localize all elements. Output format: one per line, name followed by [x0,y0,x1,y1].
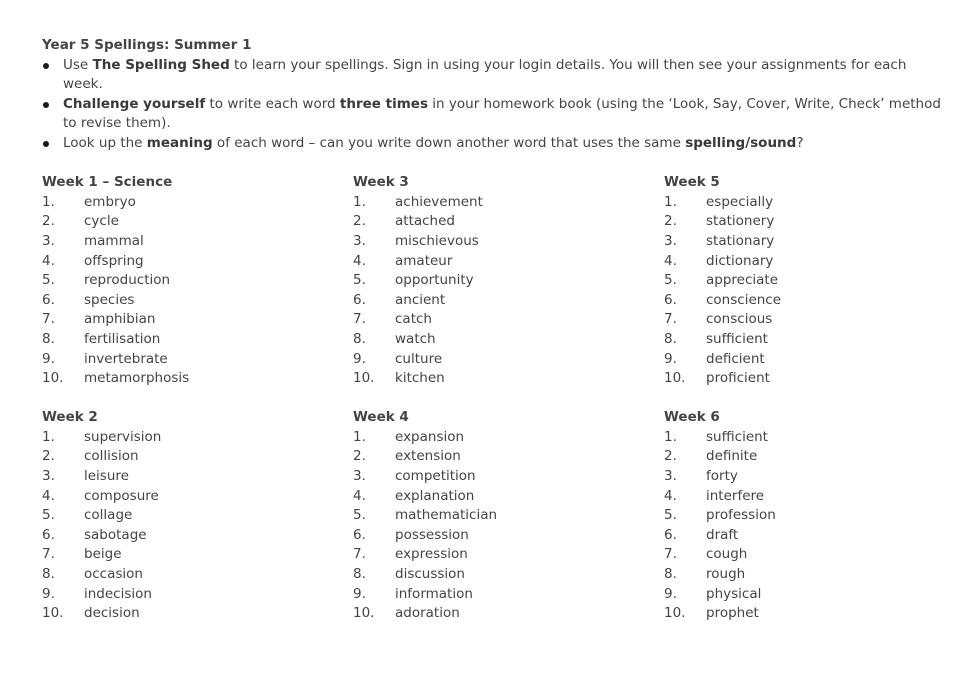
spelling-word: cycle [84,213,119,230]
word-number: 8. [664,566,677,583]
word-number: 3. [353,232,366,249]
word-list [664,193,942,389]
word-item [42,545,353,565]
spelling-word: leisure [84,468,129,485]
word-item [353,467,664,487]
word-number: 8. [353,330,366,347]
word-item [664,369,942,389]
word-number: 4. [353,487,366,504]
word-item [353,487,664,507]
word-number: 9. [664,585,677,602]
spelling-word: extension [395,448,461,465]
word-item [353,369,664,389]
word-number: 2. [353,448,366,465]
spelling-word: information [395,585,473,602]
word-item [42,447,353,467]
spelling-word: supervision [84,428,162,445]
spelling-word: sufficient [706,330,768,347]
weeks-grid [42,173,942,624]
word-item [353,330,664,350]
word-number: 5. [42,507,55,524]
week-block [664,408,942,624]
spelling-word: opportunity [395,272,474,289]
word-item [664,467,942,487]
word-item [42,310,353,330]
word-number: 4. [664,252,677,269]
spelling-word: attached [395,213,455,230]
word-number: 8. [353,566,366,583]
spelling-word: sufficient [706,428,768,445]
spelling-word: expression [395,546,468,563]
word-item [664,291,942,311]
word-item [664,271,942,291]
instructions-list [42,56,942,154]
word-number: 6. [42,526,55,543]
word-number: 9. [353,585,366,602]
spelling-word: expansion [395,428,465,445]
word-number: 1. [664,193,677,210]
spelling-word: mathematician [395,507,498,524]
word-item [42,428,353,448]
spelling-word: sabotage [84,526,147,543]
word-number: 2. [664,213,677,230]
spelling-word: especially [706,193,774,210]
word-number: 3. [42,468,55,485]
word-item [353,310,664,330]
word-number: 2. [42,213,55,230]
word-item [42,193,353,213]
word-item [664,232,942,252]
word-item [42,252,353,272]
week-title: Week 5 [664,174,720,191]
word-item [664,330,942,350]
spelling-word: draft [706,526,739,543]
spelling-word: interfere [706,487,765,504]
spelling-word: achievement [395,193,483,210]
word-number: 10. [353,605,375,622]
spelling-word: invertebrate [84,350,168,367]
word-item [664,310,942,330]
word-number: 4. [42,487,55,504]
spelling-word: decision [84,605,140,622]
spelling-word: catch [395,311,432,328]
word-item [664,604,942,624]
word-number: 7. [353,311,366,328]
word-number: 3. [353,468,366,485]
spelling-word: offspring [84,252,144,269]
word-number: 5. [353,507,366,524]
word-item [353,545,664,565]
spelling-word: kitchen [395,370,445,387]
word-number: 4. [664,487,677,504]
word-item [664,526,942,546]
word-number: 6. [42,291,55,308]
spelling-word: deficient [706,350,765,367]
word-number: 10. [353,370,375,387]
week-title: Week 3 [353,174,409,191]
spelling-word: forty [706,468,738,485]
word-item [42,467,353,487]
word-number: 10. [664,605,686,622]
word-item [353,232,664,252]
word-item [353,212,664,232]
word-number: 9. [42,585,55,602]
word-item [353,604,664,624]
word-item [42,487,353,507]
spelling-word: metamorphosis [84,370,190,387]
spelling-word: occasion [84,566,143,583]
week-block [42,408,353,624]
word-item [664,447,942,467]
word-number: 7. [664,311,677,328]
word-item [42,212,353,232]
word-item [664,193,942,213]
word-item [42,506,353,526]
word-item [42,291,353,311]
word-item [42,271,353,291]
word-number: 6. [664,526,677,543]
word-number: 10. [42,605,64,622]
instruction-item: Use The Spelling Shed to learn your spellings. Sign in using your login details. You will then see your assignments for each week. [42,56,942,95]
word-item [664,565,942,585]
word-number: 7. [42,311,55,328]
word-number: 8. [42,330,55,347]
word-number: 10. [664,370,686,387]
word-number: 6. [664,291,677,308]
spelling-word: species [84,291,135,308]
word-item [353,447,664,467]
spelling-word: prophet [706,605,759,622]
spelling-word: cough [706,546,748,563]
word-item [664,506,942,526]
word-item [353,350,664,370]
spelling-word: dictionary [706,252,774,269]
spelling-word: fertilisation [84,330,161,347]
spelling-word: ancient [395,291,446,308]
spelling-word: definite [706,448,758,465]
bullet-icon [43,102,49,108]
word-item [353,271,664,291]
spelling-word: discussion [395,566,465,583]
word-item [664,585,942,605]
word-list [664,428,942,624]
word-number: 2. [42,448,55,465]
word-number: 9. [353,350,366,367]
word-number: 5. [664,507,677,524]
word-number: 2. [353,213,366,230]
word-item [664,350,942,370]
word-item [42,232,353,252]
document-page [42,36,942,624]
word-item [353,428,664,448]
spelling-word: culture [395,350,443,367]
word-number: 1. [42,428,55,445]
spelling-word: watch [395,330,436,347]
week-block [42,173,353,389]
word-item [664,252,942,272]
word-number: 6. [353,291,366,308]
week-block [353,408,664,624]
week-title: Week 6 [664,409,720,426]
word-number: 4. [353,252,366,269]
spelling-word: conscience [706,291,782,308]
word-number: 1. [353,193,366,210]
word-number: 5. [353,272,366,289]
week-title: Week 4 [353,409,409,426]
week-block [353,173,664,389]
word-item [42,565,353,585]
spelling-word: mischievous [395,232,479,249]
word-item [353,565,664,585]
word-item [42,585,353,605]
spelling-word: profession [706,507,776,524]
word-list [42,428,353,624]
document-title: Year 5 Spellings: Summer 1 [42,37,252,53]
word-item [42,350,353,370]
word-number: 10. [42,370,64,387]
word-number: 5. [42,272,55,289]
word-item [42,604,353,624]
spelling-word: collage [84,507,133,524]
word-item [664,212,942,232]
word-item [664,428,942,448]
word-item [42,526,353,546]
spelling-word: competition [395,468,476,485]
spelling-word: beige [84,546,122,563]
word-number: 9. [664,350,677,367]
word-item [42,330,353,350]
word-number: 2. [664,448,677,465]
instruction-item: Look up the meaning of each word – can you write down another word that uses the same spelling/sound? [42,134,942,154]
word-item [664,545,942,565]
word-item [353,585,664,605]
word-item [664,487,942,507]
word-number: 1. [353,428,366,445]
spelling-word: collision [84,448,139,465]
spelling-word: physical [706,585,762,602]
word-list [353,193,664,389]
spelling-word: conscious [706,311,773,328]
spelling-word: amphibian [84,311,156,328]
bullet-icon [43,141,49,147]
word-list [42,193,353,389]
week-block [664,173,942,389]
week-title: Week 2 [42,409,98,426]
spelling-word: stationery [706,213,775,230]
spelling-word: possession [395,526,469,543]
word-item [353,506,664,526]
word-number: 7. [664,546,677,563]
spelling-word: explanation [395,487,475,504]
word-number: 3. [42,232,55,249]
spelling-word: embryo [84,193,136,210]
word-number: 7. [42,546,55,563]
spelling-word: rough [706,566,746,583]
word-number: 3. [664,232,677,249]
word-number: 8. [664,330,677,347]
spelling-word: proficient [706,370,770,387]
spelling-word: amateur [395,252,453,269]
word-item [353,193,664,213]
word-item [42,369,353,389]
spelling-word: appreciate [706,272,779,289]
word-item [353,291,664,311]
word-number: 9. [42,350,55,367]
word-number: 6. [353,526,366,543]
word-number: 5. [664,272,677,289]
word-item [353,252,664,272]
spelling-word: adoration [395,605,460,622]
instruction-item: Challenge yourself to write each word three times in your homework book (using the ‘Look, Say, Cover, Write, Check’ method to revise them). [42,95,942,134]
word-number: 4. [42,252,55,269]
spelling-word: mammal [84,232,144,249]
spelling-word: reproduction [84,272,171,289]
bullet-icon [43,63,49,69]
word-number: 8. [42,566,55,583]
word-list [353,428,664,624]
spelling-word: stationary [706,232,775,249]
word-number: 7. [353,546,366,563]
word-number: 3. [664,468,677,485]
word-number: 1. [664,428,677,445]
spelling-word: indecision [84,585,152,602]
word-number: 1. [42,193,55,210]
word-item [353,526,664,546]
week-title: Week 1 – Science [42,174,173,191]
spelling-word: composure [84,487,159,504]
